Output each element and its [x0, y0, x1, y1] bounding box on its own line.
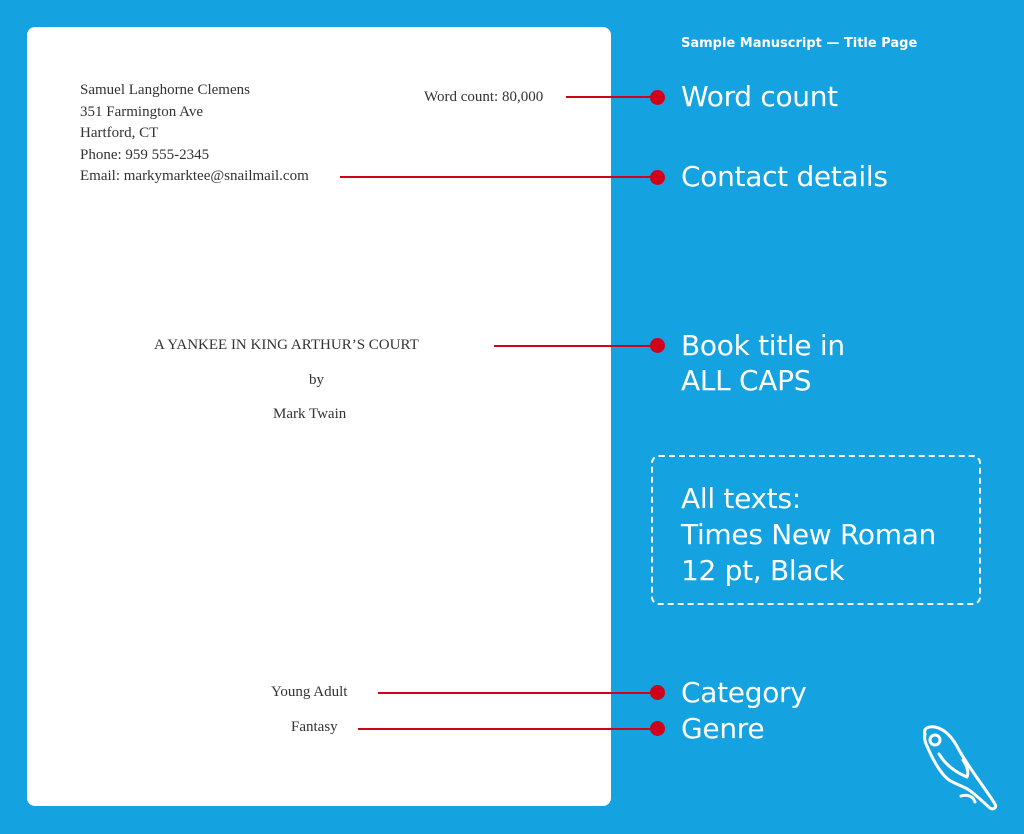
- contact-address: 351 Farmington Ave: [80, 103, 204, 120]
- pointer-dot-word-count: [650, 90, 665, 105]
- pointer-dot-title: [650, 338, 665, 353]
- word-count: Word count: 80,000: [424, 89, 544, 105]
- label-book-title-1: Book title in: [681, 329, 845, 362]
- contact-phone: Phone: 959 555-2345: [80, 146, 210, 163]
- pointer-line-contact: [340, 176, 658, 178]
- label-category: Category: [681, 676, 807, 709]
- pointer-line-category: [378, 692, 658, 694]
- font-note-text: [681, 481, 936, 589]
- genre: Fantasy: [291, 719, 338, 735]
- page-header-title: Sample Manuscript — Title Page: [681, 36, 918, 51]
- book-title: A YANKEE IN KING ARTHUR’S COURT: [154, 337, 419, 353]
- byline: by: [309, 372, 324, 388]
- pointer-dot-contact: [650, 170, 665, 185]
- contact-email: Email: markymarktee@snailmail.com: [80, 168, 309, 184]
- label-word-count: Word count: [681, 80, 838, 113]
- label-book-title-2: ALL CAPS: [681, 364, 812, 397]
- pointer-line-word-count: [566, 96, 658, 98]
- note-line-2: Times New Roman: [681, 518, 936, 551]
- pointer-dot-genre: [650, 721, 665, 736]
- pointer-line-title: [494, 345, 658, 347]
- contact-name: Samuel Langhorne Clemens: [80, 82, 250, 98]
- bird-quill-icon: [915, 722, 1005, 817]
- note-line-3: 12 pt, Black: [681, 554, 845, 587]
- contact-city: Hartford, CT: [80, 125, 159, 141]
- font-note-box: [651, 455, 981, 605]
- label-genre: Genre: [681, 712, 765, 745]
- author-name: Mark Twain: [273, 406, 347, 422]
- contact-block: [80, 80, 309, 188]
- label-contact-details: Contact details: [681, 160, 888, 193]
- pointer-dot-category: [650, 685, 665, 700]
- note-line-1: All texts:: [681, 482, 801, 515]
- category: Young Adult: [271, 684, 348, 700]
- pointer-line-genre: [358, 728, 658, 730]
